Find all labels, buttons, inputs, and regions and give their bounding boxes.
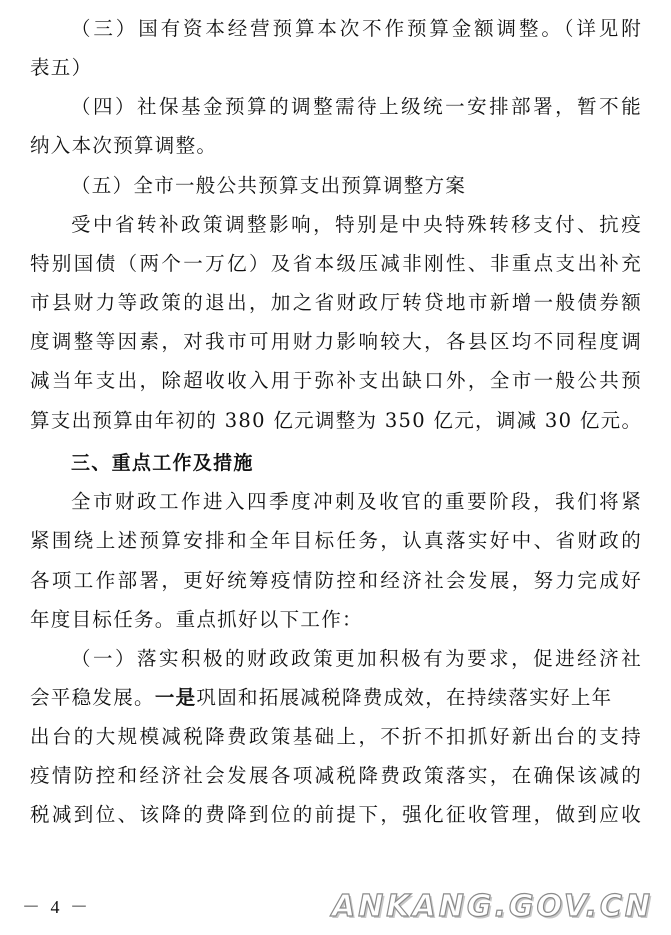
paragraph-6-line-1: 全市财政工作进入四季度冲刺及收官的重要阶段，我们将紧 [71, 490, 642, 513]
paragraph-7-line-4: 税减到位、该降的费降到位的前提下，强化征收管理，做到应收 [30, 803, 642, 826]
paragraph-5-line-3: 市县财力等政策的退出，加之省财政厅转贷地市新增一般债券额 [30, 291, 642, 314]
paragraph-6-line-4: 年度目标任务。重点抓好以下工作： [30, 608, 363, 631]
paragraph-7-line-1-text: 巩固和拓展减税降费成效，在持续落实好上年 [196, 686, 613, 709]
emphasis-yishi: 一是 [154, 686, 197, 709]
paragraph-5-line-2: 特别国债（两个一万亿）及省本级压减非刚性、非重点支出补充 [30, 252, 642, 275]
section-heading: 三、重点工作及措施 [71, 452, 254, 474]
paragraph-6-line-3: 各项工作部署，更好统筹疫情防控和经济社会发展，努力完成好 [30, 569, 642, 592]
paragraph-5-line-6: 算支出预算由年初的 380 亿元调整为 350 亿元，调减 30 亿元。 [30, 409, 643, 432]
paragraph-5-line-1: 受中省转补政策调整影响，特别是中央特殊转移支付、抗疫 [71, 213, 642, 236]
paragraph-4-line-2: 纳入本次预算调整。 [30, 134, 218, 157]
paragraph-5-line-5: 减当年支出，除超收收入用于弥补支出缺口外，全市一般公共预 [30, 369, 642, 392]
subsection-1-title-line-1: （一）落实积极的财政政策更加积极有为要求，促进经济社 [71, 647, 642, 670]
paragraph-3-line-1: （三）国有资本经营预算本次不作预算金额调整。（详见附 [71, 17, 642, 40]
paragraph-4-line-1: （四）社保基金预算的调整需待上级统一安排部署，暂不能 [71, 95, 642, 118]
paragraph-6-line-2: 紧围绕上述预算安排和全年目标任务，认真落实好中、省财政的 [30, 529, 642, 552]
page-number: － 4 － [22, 897, 91, 917]
site-watermark: ANKANG.GOV.CN [331, 889, 653, 924]
section-5-title: （五）全市一般公共预算支出预算调整方案 [71, 174, 467, 197]
paragraph-7-line-3: 疫情防控和经济社会发展各项减税降费政策落实，在确保该减的 [30, 764, 642, 787]
paragraph-7-line-1 [30, 681, 642, 715]
paragraph-7-line-2: 出台的大规模减税降费政策基础上，不折不扣抓好新出台的支持 [30, 725, 642, 748]
paragraph-5-line-4: 度调整等因素，对我市可用财力影响较大，各县区均不同程度调 [30, 330, 642, 353]
subsection-1-title-line-2: 会平稳发展。 [30, 686, 155, 709]
paragraph-3-line-2: 表五） [30, 56, 93, 79]
